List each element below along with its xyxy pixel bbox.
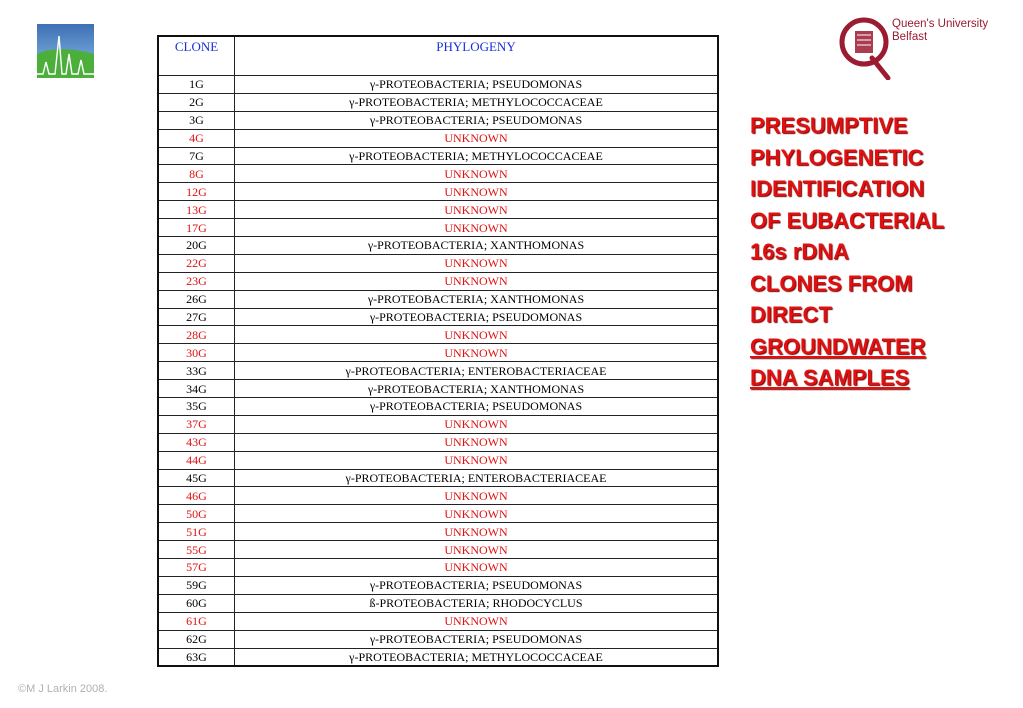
table-row xyxy=(158,111,718,129)
clone-cell: 20G xyxy=(158,237,235,255)
clone-cell: 27G xyxy=(158,308,235,326)
table-row xyxy=(158,272,718,290)
table-row xyxy=(158,415,718,433)
title-line: OF EUBACTERIAL xyxy=(750,207,945,233)
table-row xyxy=(158,594,718,612)
phylogeny-cell: UNKNOWN xyxy=(235,523,719,541)
clone-cell: 55G xyxy=(158,541,235,559)
university-name-line2: Belfast xyxy=(892,31,928,43)
table-row xyxy=(158,165,718,183)
title-line: CLONES FROM xyxy=(750,270,913,296)
clone-cell: 33G xyxy=(158,362,235,380)
copyright-notice: ©M J Larkin 2008. xyxy=(18,683,108,695)
clone-cell: 26G xyxy=(158,290,235,308)
title-line-underlined: GROUNDWATER xyxy=(750,333,926,359)
clone-cell: 17G xyxy=(158,219,235,237)
phylogeny-column-header: PHYLOGENY xyxy=(235,36,719,76)
clone-cell: 44G xyxy=(158,451,235,469)
table-row xyxy=(158,326,718,344)
table-row xyxy=(158,219,718,237)
phylogeny-cell: UNKNOWN xyxy=(235,433,719,451)
title-line: PHYLOGENETIC xyxy=(750,144,924,170)
table-row xyxy=(158,380,718,398)
clone-cell: 57G xyxy=(158,559,235,577)
phylogeny-cell: γ-PROTEOBACTERIA; XANTHOMONAS xyxy=(235,290,719,308)
clone-cell: 12G xyxy=(158,183,235,201)
chromatogram-logo-icon xyxy=(37,24,94,78)
clone-cell: 30G xyxy=(158,344,235,362)
clone-cell: 62G xyxy=(158,630,235,648)
phylogeny-cell: UNKNOWN xyxy=(235,612,719,630)
title-line-underlined: DNA SAMPLES xyxy=(750,365,910,390)
table-row xyxy=(158,451,718,469)
table-row xyxy=(158,362,718,380)
phylogeny-cell: γ-PROTEOBACTERIA; PSEUDOMONAS xyxy=(235,398,719,416)
table-row xyxy=(158,505,718,523)
phylogeny-table xyxy=(157,35,719,667)
table-row xyxy=(158,576,718,594)
phylogeny-cell: γ-PROTEOBACTERIA; XANTHOMONAS xyxy=(235,380,719,398)
university-name-line1: Queen's University xyxy=(892,18,989,30)
clone-cell: 35G xyxy=(158,398,235,416)
table-row xyxy=(158,290,718,308)
phylogeny-cell: γ-PROTEOBACTERIA; PSEUDOMONAS xyxy=(235,630,719,648)
clone-cell: 22G xyxy=(158,254,235,272)
phylogeny-cell: γ-PROTEOBACTERIA; PSEUDOMONAS xyxy=(235,576,719,594)
phylogeny-cell: γ-PROTEOBACTERIA; ENTEROBACTERIACEAE xyxy=(235,469,719,487)
table-row xyxy=(158,237,718,255)
table-row xyxy=(158,147,718,165)
table-row xyxy=(158,183,718,201)
phylogeny-cell: γ-PROTEOBACTERIA; METHYLOCOCCACEAE xyxy=(235,648,719,666)
clone-cell: 60G xyxy=(158,594,235,612)
clone-cell: 3G xyxy=(158,111,235,129)
table-row xyxy=(158,523,718,541)
table-row xyxy=(158,541,718,559)
clone-cell: 23G xyxy=(158,272,235,290)
clone-cell: 2G xyxy=(158,93,235,111)
phylogeny-cell: γ-PROTEOBACTERIA; PSEUDOMONAS xyxy=(235,308,719,326)
table-row xyxy=(158,93,718,111)
table-row xyxy=(158,630,718,648)
title-line: 16s rDNA xyxy=(750,239,850,264)
phylogeny-cell: ß-PROTEOBACTERIA; RHODOCYCLUS xyxy=(235,594,719,612)
phylogeny-cell: γ-PROTEOBACTERIA; METHYLOCOCCACEAE xyxy=(235,147,719,165)
table-row xyxy=(158,76,718,94)
clone-cell: 7G xyxy=(158,147,235,165)
table-header-row xyxy=(158,36,718,76)
phylogeny-cell: UNKNOWN xyxy=(235,487,719,505)
phylogeny-cell: UNKNOWN xyxy=(235,344,719,362)
table-row xyxy=(158,398,718,416)
phylogeny-cell: UNKNOWN xyxy=(235,201,719,219)
clone-cell: 34G xyxy=(158,380,235,398)
clone-cell: 61G xyxy=(158,612,235,630)
phylogeny-cell: UNKNOWN xyxy=(235,541,719,559)
phylogeny-cell: UNKNOWN xyxy=(235,219,719,237)
clone-cell: 4G xyxy=(158,129,235,147)
table-row xyxy=(158,648,718,666)
phylogeny-cell: UNKNOWN xyxy=(235,165,719,183)
clone-cell: 13G xyxy=(158,201,235,219)
clone-cell: 46G xyxy=(158,487,235,505)
phylogeny-cell: γ-PROTEOBACTERIA; METHYLOCOCCACEAE xyxy=(235,93,719,111)
phylogeny-cell: γ-PROTEOBACTERIA; PSEUDOMONAS xyxy=(235,76,719,94)
phylogeny-cell: UNKNOWN xyxy=(235,559,719,577)
clone-cell: 43G xyxy=(158,433,235,451)
table-row xyxy=(158,308,718,326)
phylogeny-cell: γ-PROTEOBACTERIA; PSEUDOMONAS xyxy=(235,111,719,129)
table-row xyxy=(158,487,718,505)
title-line: IDENTIFICATION xyxy=(750,176,925,201)
table-row xyxy=(158,433,718,451)
phylogeny-cell: UNKNOWN xyxy=(235,415,719,433)
phylogeny-cell: UNKNOWN xyxy=(235,326,719,344)
phylogeny-cell: UNKNOWN xyxy=(235,129,719,147)
title-line: DIRECT xyxy=(750,302,832,327)
slide-title xyxy=(750,110,1010,394)
phylogeny-cell: UNKNOWN xyxy=(235,254,719,272)
phylogeny-cell: UNKNOWN xyxy=(235,183,719,201)
clone-cell: 63G xyxy=(158,648,235,666)
clone-column-header: CLONE xyxy=(158,36,235,76)
phylogeny-cell: UNKNOWN xyxy=(235,505,719,523)
phylogeny-cell: UNKNOWN xyxy=(235,451,719,469)
clone-cell: 45G xyxy=(158,469,235,487)
table-row xyxy=(158,344,718,362)
table-row xyxy=(158,254,718,272)
phylogeny-cell: γ-PROTEOBACTERIA; ENTEROBACTERIACEAE xyxy=(235,362,719,380)
clone-cell: 37G xyxy=(158,415,235,433)
table-row xyxy=(158,612,718,630)
table-row xyxy=(158,469,718,487)
table-row xyxy=(158,559,718,577)
clone-cell: 8G xyxy=(158,165,235,183)
title-line: PRESUMPTIVE xyxy=(750,113,908,138)
table-row xyxy=(158,201,718,219)
table-row xyxy=(158,129,718,147)
clone-cell: 50G xyxy=(158,505,235,523)
clone-cell: 1G xyxy=(158,76,235,94)
clone-cell: 51G xyxy=(158,523,235,541)
phylogeny-cell: UNKNOWN xyxy=(235,272,719,290)
clone-cell: 28G xyxy=(158,326,235,344)
university-name xyxy=(892,18,988,44)
phylogeny-cell: γ-PROTEOBACTERIA; XANTHOMONAS xyxy=(235,237,719,255)
clone-cell: 59G xyxy=(158,576,235,594)
